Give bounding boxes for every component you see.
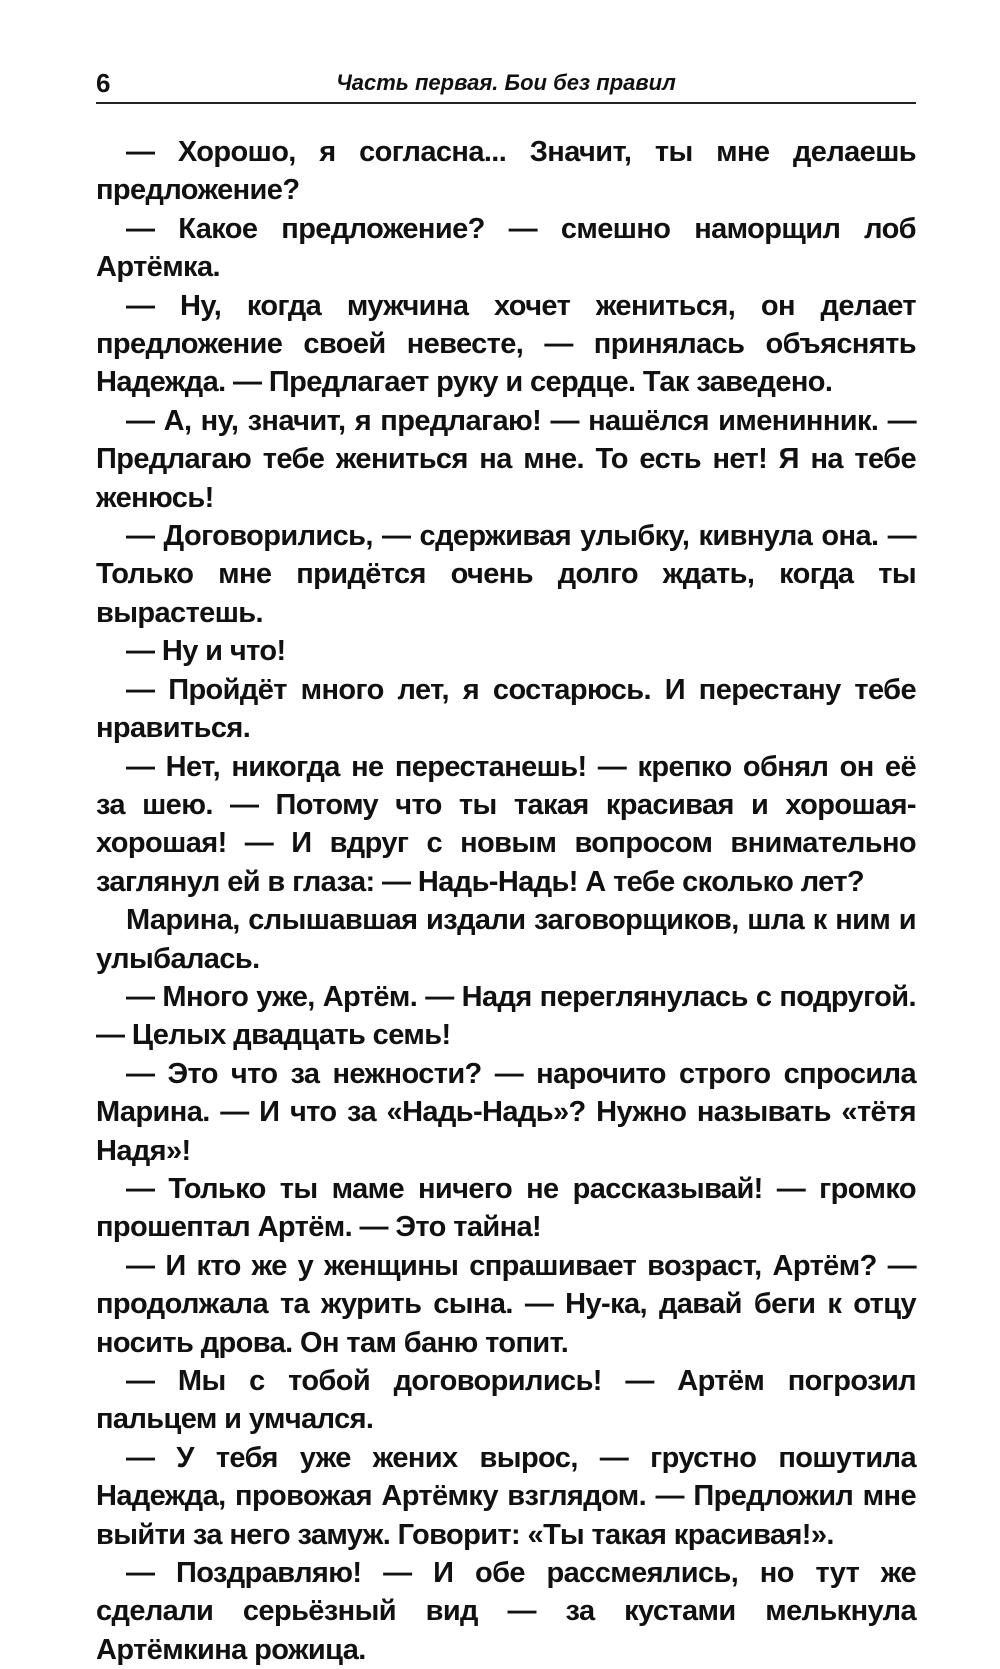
paragraph: — Какое предложение? — смешно наморщил лоб Артёмка.: [96, 212, 916, 284]
paragraph: Марина, слышавшая издали заговорщиков, шла к ним и улыбалась.: [96, 904, 916, 975]
paragraph: — Пройдёт много лет, я состарюсь. И перестану тебе нравиться.: [96, 673, 916, 745]
paragraph: — Ну и что!: [126, 635, 286, 668]
paragraph: — Нет, никогда не перестанешь! — крепко обнял он её за шею. — Потому что ты такая красивая и хорошая-хорошая! — И вдруг с новым вопросом внимательно заглянул ей в глаза: — Надь-Надь! А тебе сколько лет?: [96, 750, 916, 898]
paragraph: — Ну, когда мужчина хочет жениться, он делает предложение своей невесте, — принялась объяснять Надежда. — Предлагает руку и сердце. Так заведено.: [96, 289, 916, 399]
page-header: [96, 66, 916, 104]
paragraph: — Договорились, — сдерживая улыбку, кивнула она. — Только мне придётся очень долго ждать, когда ты вырастешь.: [96, 520, 916, 629]
paragraph: — Поздравляю! — И обе рассмеялись, но тут же сделали серьёзный вид — за кустами мелькнула Артёмкина рожица.: [96, 1557, 916, 1666]
paragraph: — У тебя уже жених вырос, — грустно пошутила Надежда, провожая Артёмку взглядом. — Предложил мне выйти за него замуж. Говорит: «Ты такая красивая!».: [96, 1441, 916, 1551]
paragraph: — Хорошо, я согласна... Значит, ты мне делаешь предложение?: [96, 136, 916, 207]
paragraph: — Много уже, Артём. — Надя переглянулась с подругой. — Целых двадцать семь!: [96, 980, 916, 1052]
paragraph: — Мы с тобой договорились! — Артём погрозил пальцем и умчался.: [96, 1365, 916, 1436]
paragraph: — Это что за нежности? — нарочито строго спросила Марина. — И что за «Надь-Надь»? Нужно называть «тётя Надя»!: [96, 1057, 916, 1167]
page-number: 6: [96, 68, 111, 98]
paragraph: — И кто же у женщины спрашивает возраст, Артём? — продолжала та журить сына. — Ну-ка, давай беги к отцу носить дрова. Он там баню топит.: [96, 1249, 916, 1359]
body-text: [96, 133, 916, 1669]
running-title: Часть первая. Бои без правил: [336, 70, 676, 95]
paragraph: — Только ты маме ничего не рассказывай! — громко прошептал Артём. — Это тайна!: [96, 1172, 916, 1244]
paragraph: — А, ну, значит, я предлагаю! — нашёлся именинник. — Предлагаю тебе жениться на мне. То есть нет! Я на тебе женюсь!: [96, 404, 916, 514]
